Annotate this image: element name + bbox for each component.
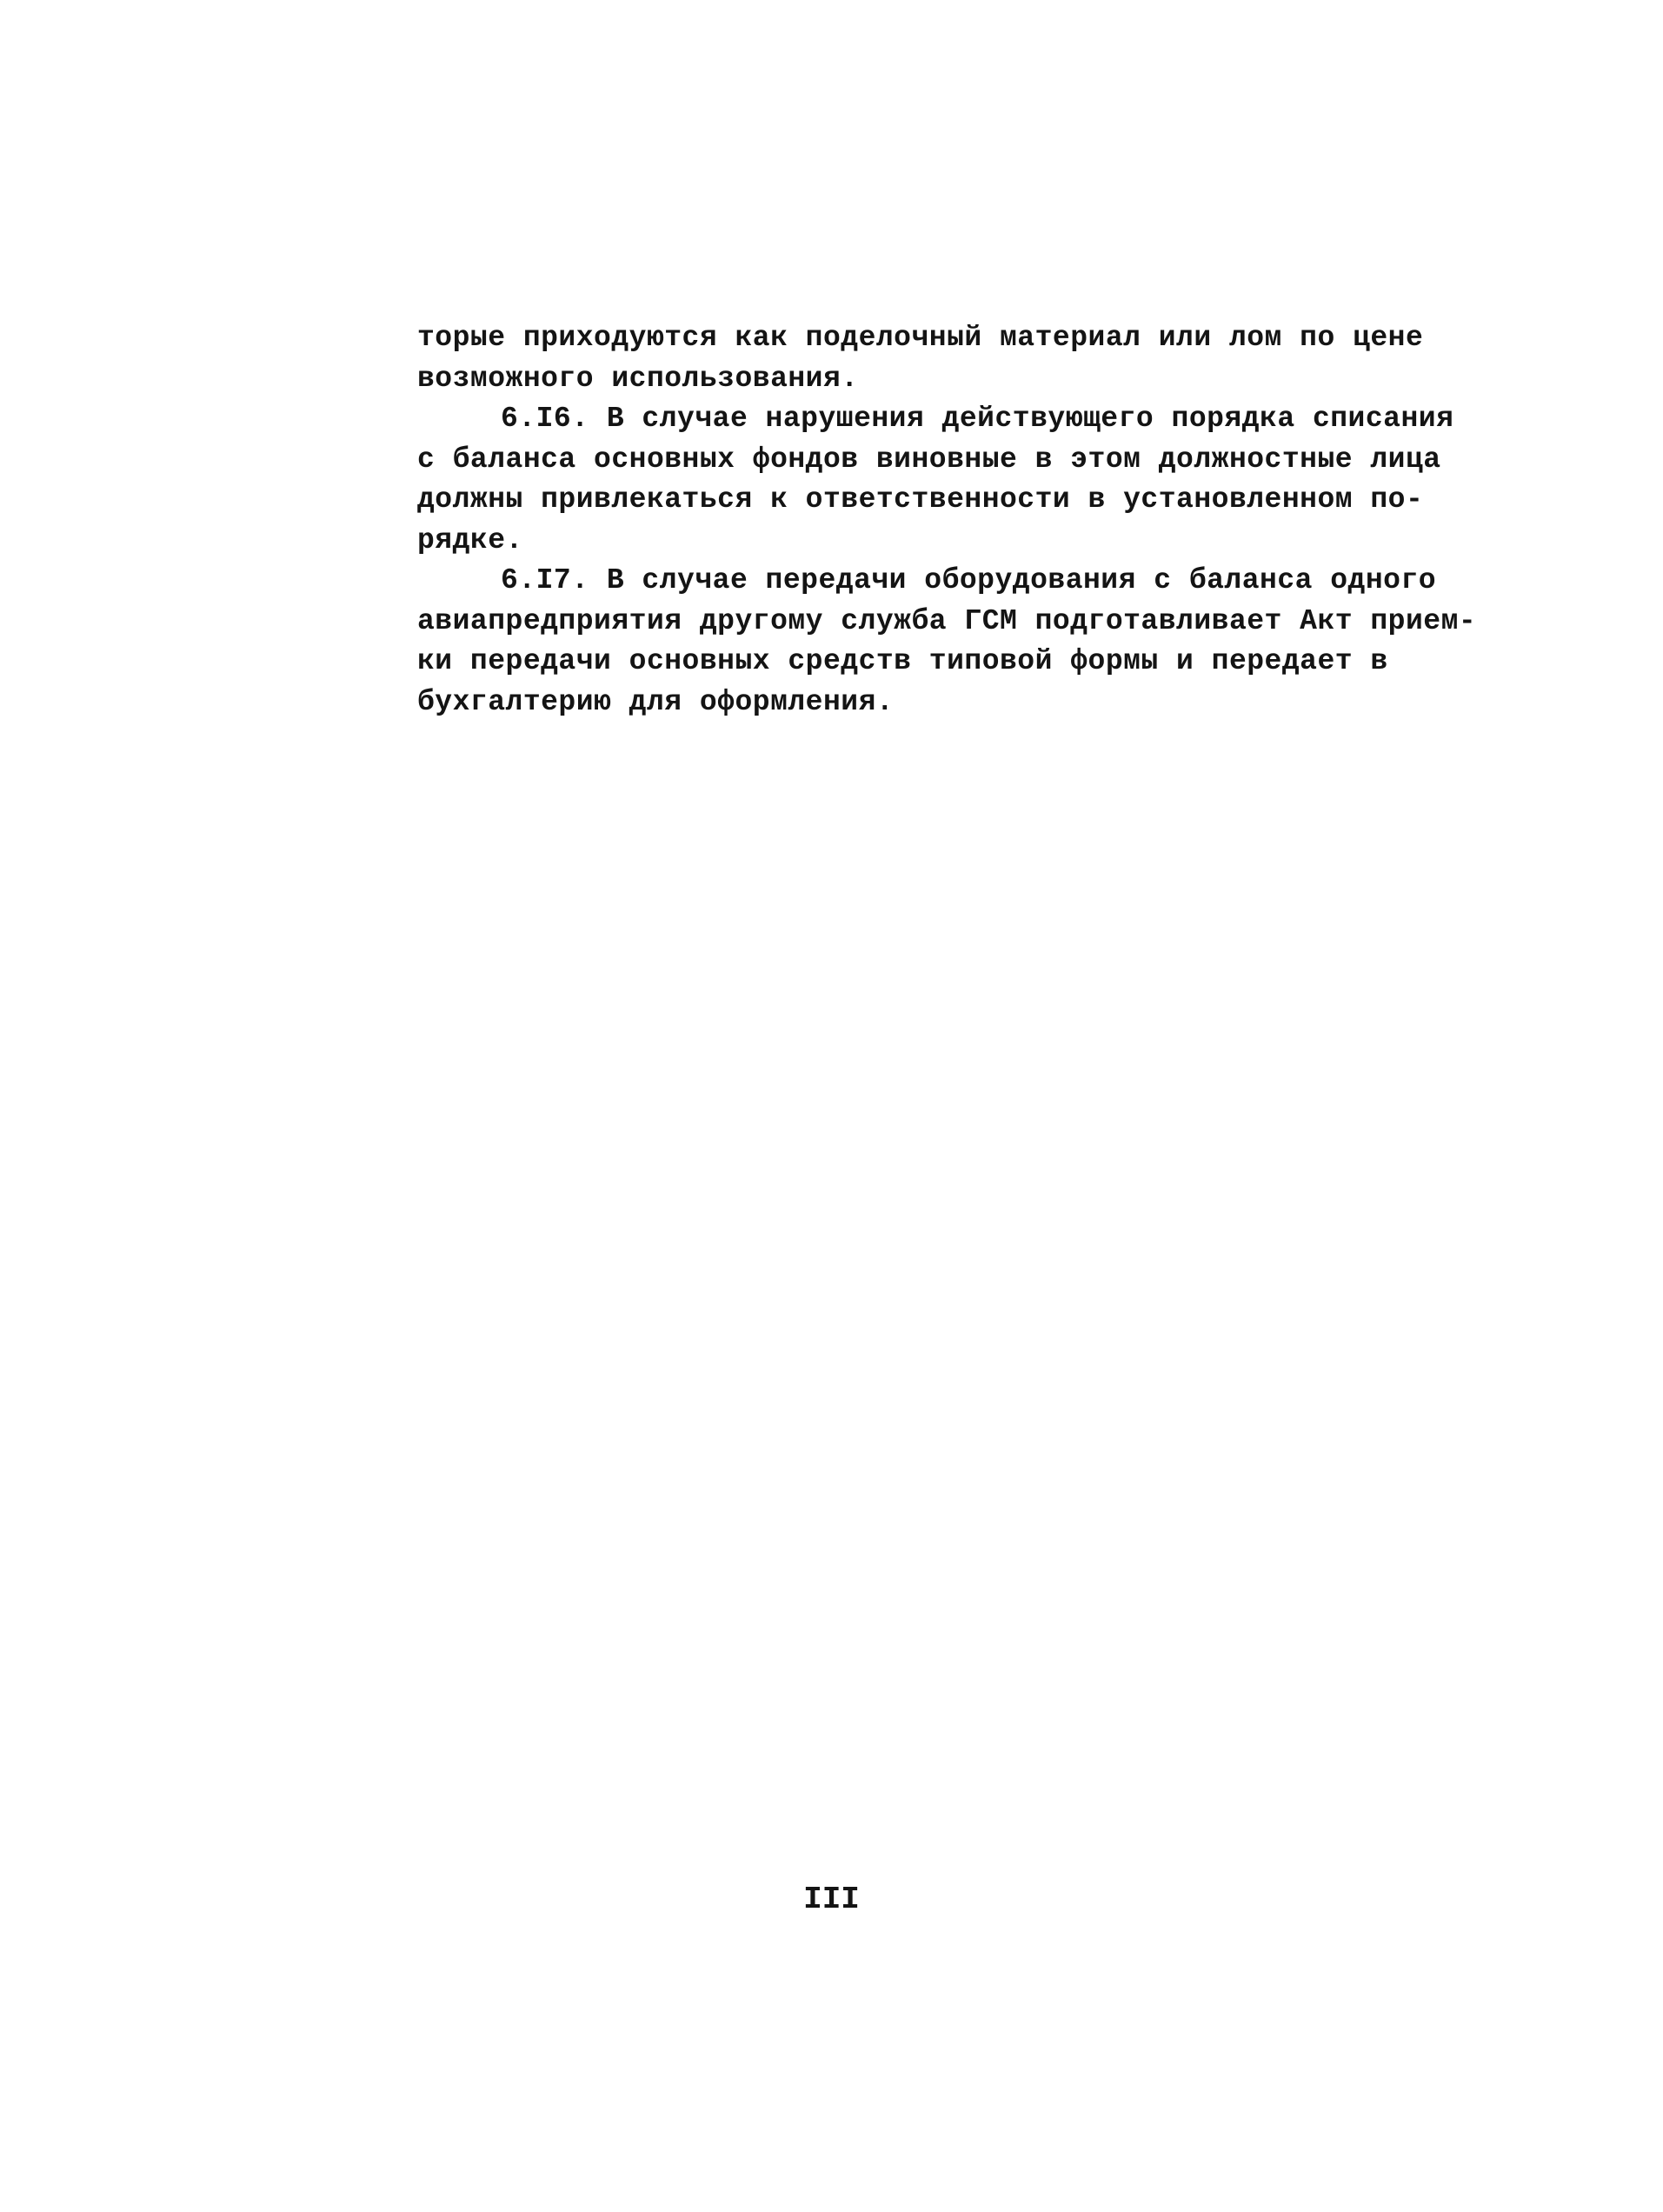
text-line-9: ки передачи основных средств типовой формы и передает в bbox=[417, 645, 1388, 677]
text-line-7: 6.I7. В случае передачи оборудования с баланса одного bbox=[501, 564, 1437, 596]
text-line-1: торые приходуются как поделочный материал или лом по цене bbox=[417, 322, 1424, 354]
text-line-3: 6.I6. В случае нарушения действующего порядка списания bbox=[501, 403, 1454, 435]
text-line-10: бухгалтерию для оформления. bbox=[417, 685, 895, 718]
text-line-8: авиапредприятия другому служба ГСМ подготавливает Акт прием- bbox=[417, 604, 1477, 637]
text-line-2: возможного использования. bbox=[417, 362, 859, 395]
text-line-5: должны привлекаться к ответственности в установленном по- bbox=[417, 483, 1424, 516]
text-line-6: рядке. bbox=[417, 523, 523, 556]
text-line-4: с баланса основных фондов виновные в этом должностные лица bbox=[417, 443, 1441, 476]
body-text bbox=[417, 318, 1477, 723]
page-number: III bbox=[803, 1882, 860, 1917]
